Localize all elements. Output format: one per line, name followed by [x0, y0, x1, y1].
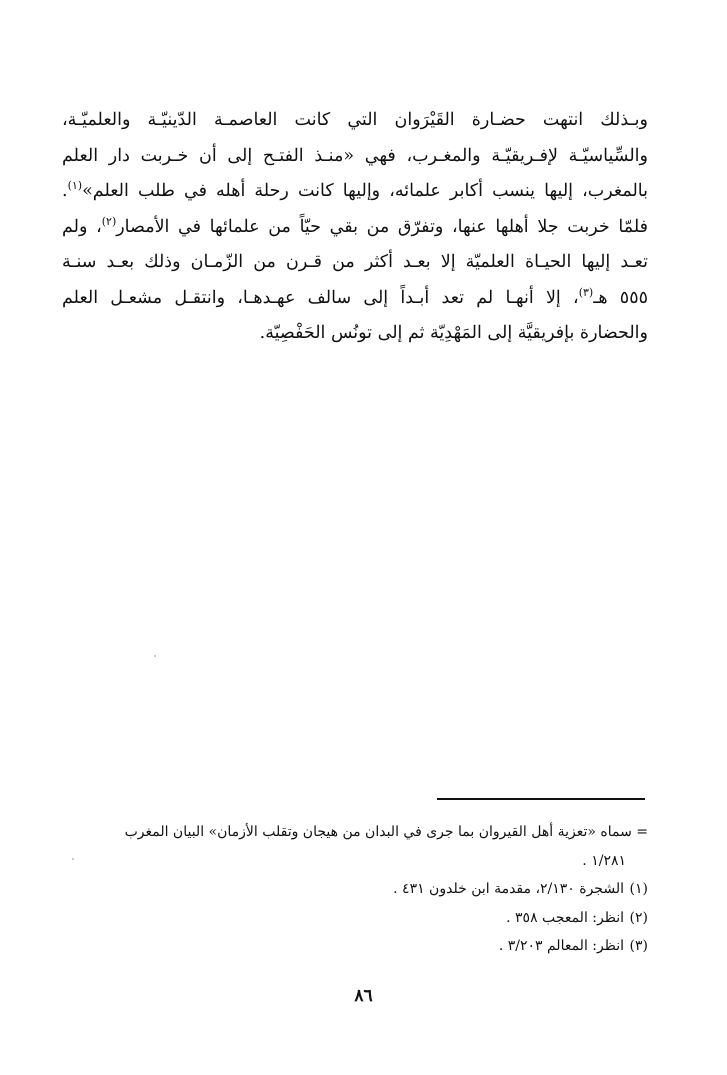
footnote-number: (٣)	[629, 938, 648, 954]
footnote-number: (١)	[629, 881, 648, 897]
footnote-1	[62, 875, 648, 904]
footnote-continuation: = سماه «تعزية أهل القيروان بما جرى في البدان من هيجان وتقلب الأزمان» البيان المغرب	[124, 824, 648, 840]
footnote-text: الشجرة ٢/١٣٠، مقدمة ابن خلدون ٤٣١ .	[393, 881, 624, 897]
text-line-3-end: .	[62, 181, 68, 201]
text-line-6-content: ٥٥٥ هـ	[593, 287, 648, 308]
page-number: ٨٦	[354, 986, 373, 1006]
text-line-4-end: ، ولم	[62, 216, 102, 237]
text-line-7: والحضارة بإفريقيَّة إلى المَهْدِيّة ثم إلى تونُس الحَفْصِيّة.	[259, 323, 648, 343]
text-line-6-end: ، إلا أنهـا لم تعد أبـداً إلى سالف عهـدهـا، وانتقـل مشعـل العلم	[62, 287, 579, 308]
footnote-continuation-2: ١/٢٨١ .	[582, 852, 626, 869]
footnotes-block	[62, 818, 648, 961]
footnote-2	[62, 904, 648, 933]
footnote-3	[62, 932, 648, 961]
text-line-4	[62, 210, 648, 246]
footnote-text: انظر: المعالم ٣/٢٠٣ .	[498, 938, 624, 954]
footnote-ref-2[interactable]: (٢)	[101, 214, 117, 228]
scan-speck	[154, 655, 156, 657]
text-line-2: والسِّياسيّـة لإفـريقيّـة والمغـرب، فهي «منـذ الفتـح إلى أن خـربت دار العلم	[62, 145, 648, 166]
footnote-ref-1[interactable]: (١)	[67, 179, 83, 193]
text-line-3-content: بالمغرب، إليها ينسب أكابر علمائه، وإليها كانت رحلة أهله في طلب العلم»	[82, 181, 648, 201]
footnote-text: انظر: المعجب ٣٥٨ .	[506, 909, 624, 926]
text-line-4-content: فلمّا خربت جلا أهلها عنها، وتفرّق من بقي حيّاً من علمائها في الأمصار	[116, 216, 648, 237]
footnote-number: (٢)	[629, 909, 648, 926]
text-line-1: وبـذلك انتهت حضـارة القَيْرَوان التي كانت العاصمـة الدّينيّـة والعلميّـة،	[62, 110, 648, 130]
text-line-3	[62, 174, 648, 210]
text-line-5: تعـد إليها الحيـاة العلميّة إلا بعـد أكثر من قـرن من الزّمـان وذلك بعـد سنـة	[62, 252, 648, 272]
footnote-separator	[437, 798, 645, 800]
footnote-ref-3[interactable]: (٣)	[578, 285, 594, 299]
main-text-block	[62, 103, 648, 352]
text-line-6	[62, 281, 648, 317]
